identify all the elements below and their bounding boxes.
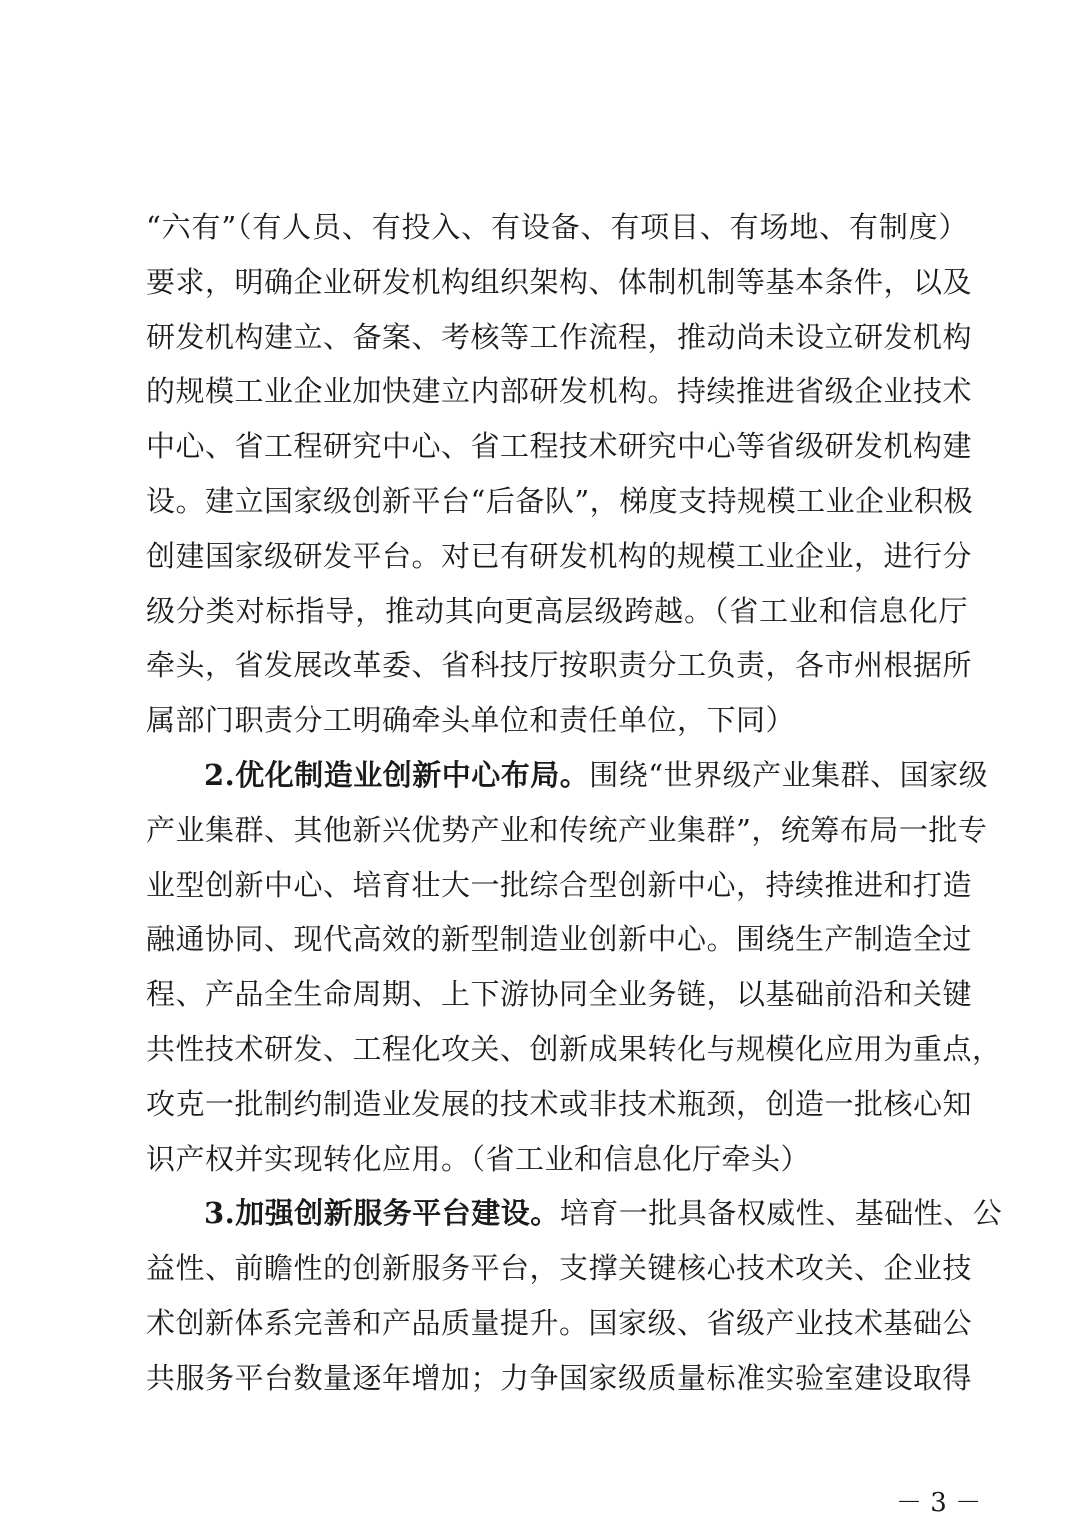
text-line: 要求，明确企业研发机构组织架构、体制机制等基本条件，以及 xyxy=(146,264,973,299)
text-line: 设。建立国家级创新平台“后备队”，梯度支持规模工业企业积极 xyxy=(146,483,974,518)
text-line: 融通协同、现代高效的新型制造业创新中心。围绕生产制造全过 xyxy=(146,922,973,957)
text-line: 益性、前瞻性的创新服务平台，支撑关键核心技术攻关、企业技 xyxy=(146,1251,973,1286)
text-line: 共性技术研发、工程化攻关、创新成果转化与规模化应用为重点， xyxy=(146,1031,1002,1066)
text-line: 产业集群、其他新兴优势产业和传统产业集群”，统筹布局一批专 xyxy=(146,812,988,847)
text-line: 创建国家级研发平台。对已有研发机构的规模工业企业，进行分 xyxy=(146,538,973,573)
text-line: 共服务平台数量逐年增加；力争国家级质量标准实验室建设取得 xyxy=(146,1360,973,1395)
text-line: 识产权并实现转化应用。（省工业和信息化厅牵头） xyxy=(146,1141,811,1176)
text-line: 程、产品全生命周期、上下游协同全业务链，以基础前沿和关键 xyxy=(146,977,973,1012)
text-run: 培育一批具备权威性、基础性、公 xyxy=(559,1196,1003,1231)
page-number: － 3 － xyxy=(896,1488,982,1518)
text-run: 围绕“世界级产业集群、国家级 xyxy=(589,757,989,792)
text-line: 牵头，省发展改革委、省科技厅按职责分工负责，各市州根据所 xyxy=(146,648,973,683)
text-line: “六有”（有人员、有投入、有设备、有项目、有场地、有制度） xyxy=(146,210,968,244)
document-body xyxy=(146,200,1003,1406)
text-line: 属部门职责分工明确牵头单位和责任单位，下同） xyxy=(146,703,796,738)
section-heading: 3.加强创新服务平台建设。 xyxy=(204,1196,560,1231)
section-heading: 2.优化制造业创新中心布局。 xyxy=(204,757,590,792)
text-line: 级分类对标指导，推动其向更高层级跨越。（省工业和信息化厅 xyxy=(146,593,968,628)
text-line xyxy=(146,748,989,803)
text-line: 业型创新中心、培育壮大一批综合型创新中心，持续推进和打造 xyxy=(146,867,973,902)
text-line: 研发机构建立、备案、考核等工作流程，推动尚未设立研发机构 xyxy=(146,319,973,354)
text-line: 的规模工业企业加快建立内部研发机构。持续推进省级企业技术 xyxy=(146,374,973,409)
paragraph-1 xyxy=(146,200,974,748)
text-line xyxy=(146,1186,1003,1241)
text-line: 术创新体系完善和产品质量提升。国家级、省级产业技术基础公 xyxy=(146,1305,973,1340)
text-line: 中心、省工程研究中心、省工程技术研究中心等省级研发机构建 xyxy=(146,429,973,464)
paragraph-2 xyxy=(146,748,1002,1186)
text-line: 攻克一批制约制造业发展的技术或非技术瓶颈，创造一批核心知 xyxy=(146,1086,973,1121)
paragraph-3 xyxy=(146,1186,1003,1405)
